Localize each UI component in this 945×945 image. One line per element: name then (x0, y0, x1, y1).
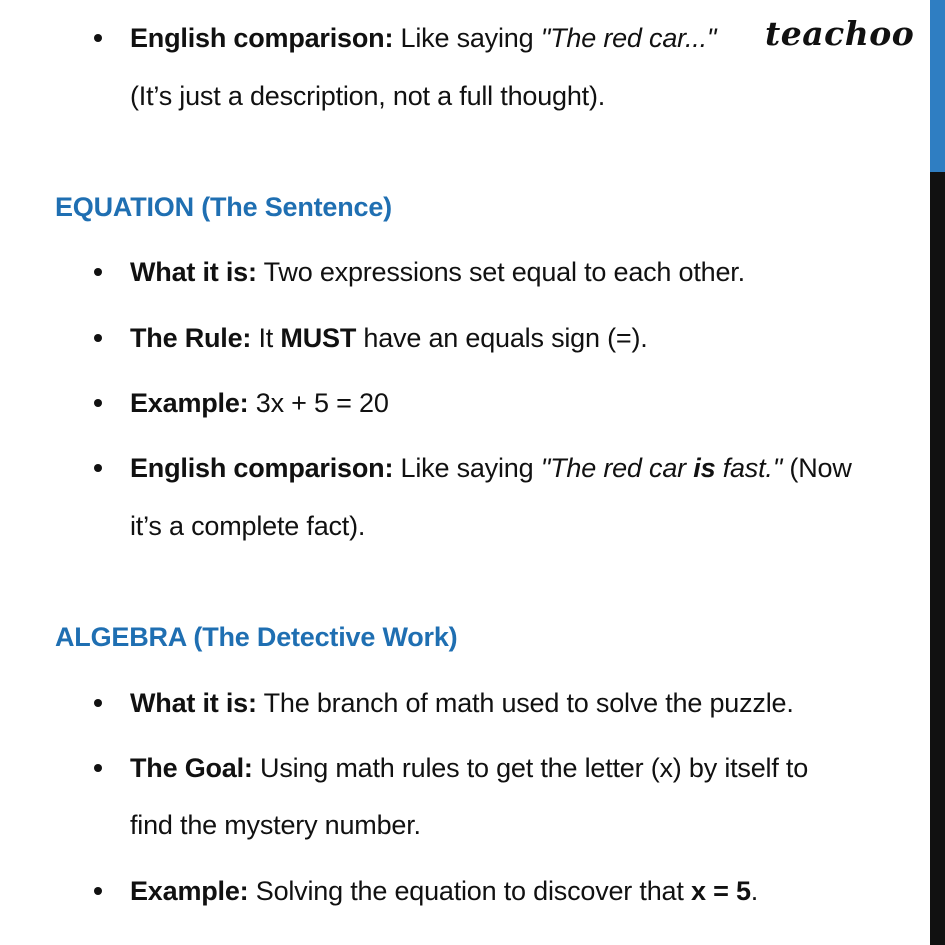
equation-comparison-label: English comparison: (130, 453, 394, 483)
teachoo-logo: teachoo (765, 14, 915, 53)
slide-edge-bar (930, 0, 945, 945)
equation-rule-post: have an equals sign (=). (356, 323, 648, 353)
equation-rule-pre: It (251, 323, 281, 353)
intro-comparison-line (130, 20, 716, 56)
equation-comparison-quote-c: fast." (715, 453, 783, 483)
bullet-icon (94, 399, 102, 407)
algebra-example-pre: Solving the equation to discover that (248, 876, 691, 906)
intro-comparison-label: English comparison: (130, 23, 394, 53)
intro-comparison-text: Like saying (393, 23, 541, 53)
equation-what-line (130, 254, 745, 290)
algebra-goal-label: The Goal: (130, 753, 253, 783)
equation-comparison-continuation: it’s a complete fact). (130, 511, 366, 541)
slide-accent-bar (930, 0, 945, 172)
algebra-goal-text: Using math rules to get the letter (x) by itself to (252, 753, 809, 783)
algebra-what-label: What it is: (130, 688, 257, 718)
equation-example-line (130, 385, 389, 421)
equation-rule-bold: MUST (280, 323, 357, 353)
equation-comparison-quote-b: is (693, 453, 716, 483)
algebra-goal-line (130, 750, 808, 786)
equation-comparison-quote-a: "The red car (540, 453, 694, 483)
bullet-icon (94, 464, 102, 472)
equation-example-label: Example: (130, 388, 249, 418)
equation-rule-label: The Rule: (130, 323, 252, 353)
equation-heading: EQUATION (The Sentence) (55, 192, 392, 222)
equation-comparison-pre: Like saying (393, 453, 541, 483)
bullet-icon (94, 887, 102, 895)
algebra-example-post: . (750, 876, 759, 906)
bullet-icon (94, 764, 102, 772)
equation-comparison-post: (Now (782, 453, 852, 483)
bullet-icon (94, 334, 102, 342)
intro-comparison-quote: "The red car..." (540, 23, 717, 53)
algebra-goal-continuation: find the mystery number. (130, 810, 421, 840)
algebra-example-line (130, 873, 758, 909)
bullet-icon (94, 268, 102, 276)
equation-comparison-line (130, 450, 852, 486)
algebra-what-line (130, 685, 794, 721)
equation-what-text: Two expressions set equal to each other. (256, 257, 745, 287)
bullet-icon (94, 699, 102, 707)
algebra-what-text: The branch of math used to solve the puzzle. (256, 688, 794, 718)
equation-example-text: 3x + 5 = 20 (248, 388, 389, 418)
equation-what-label: What it is: (130, 257, 257, 287)
equation-rule-line (130, 320, 648, 356)
algebra-example-label: Example: (130, 876, 249, 906)
bullet-icon (94, 34, 102, 42)
intro-comparison-continuation: (It’s just a description, not a full thought). (130, 81, 606, 111)
algebra-example-bold: x = 5 (690, 876, 751, 906)
algebra-heading: ALGEBRA (The Detective Work) (55, 622, 458, 652)
